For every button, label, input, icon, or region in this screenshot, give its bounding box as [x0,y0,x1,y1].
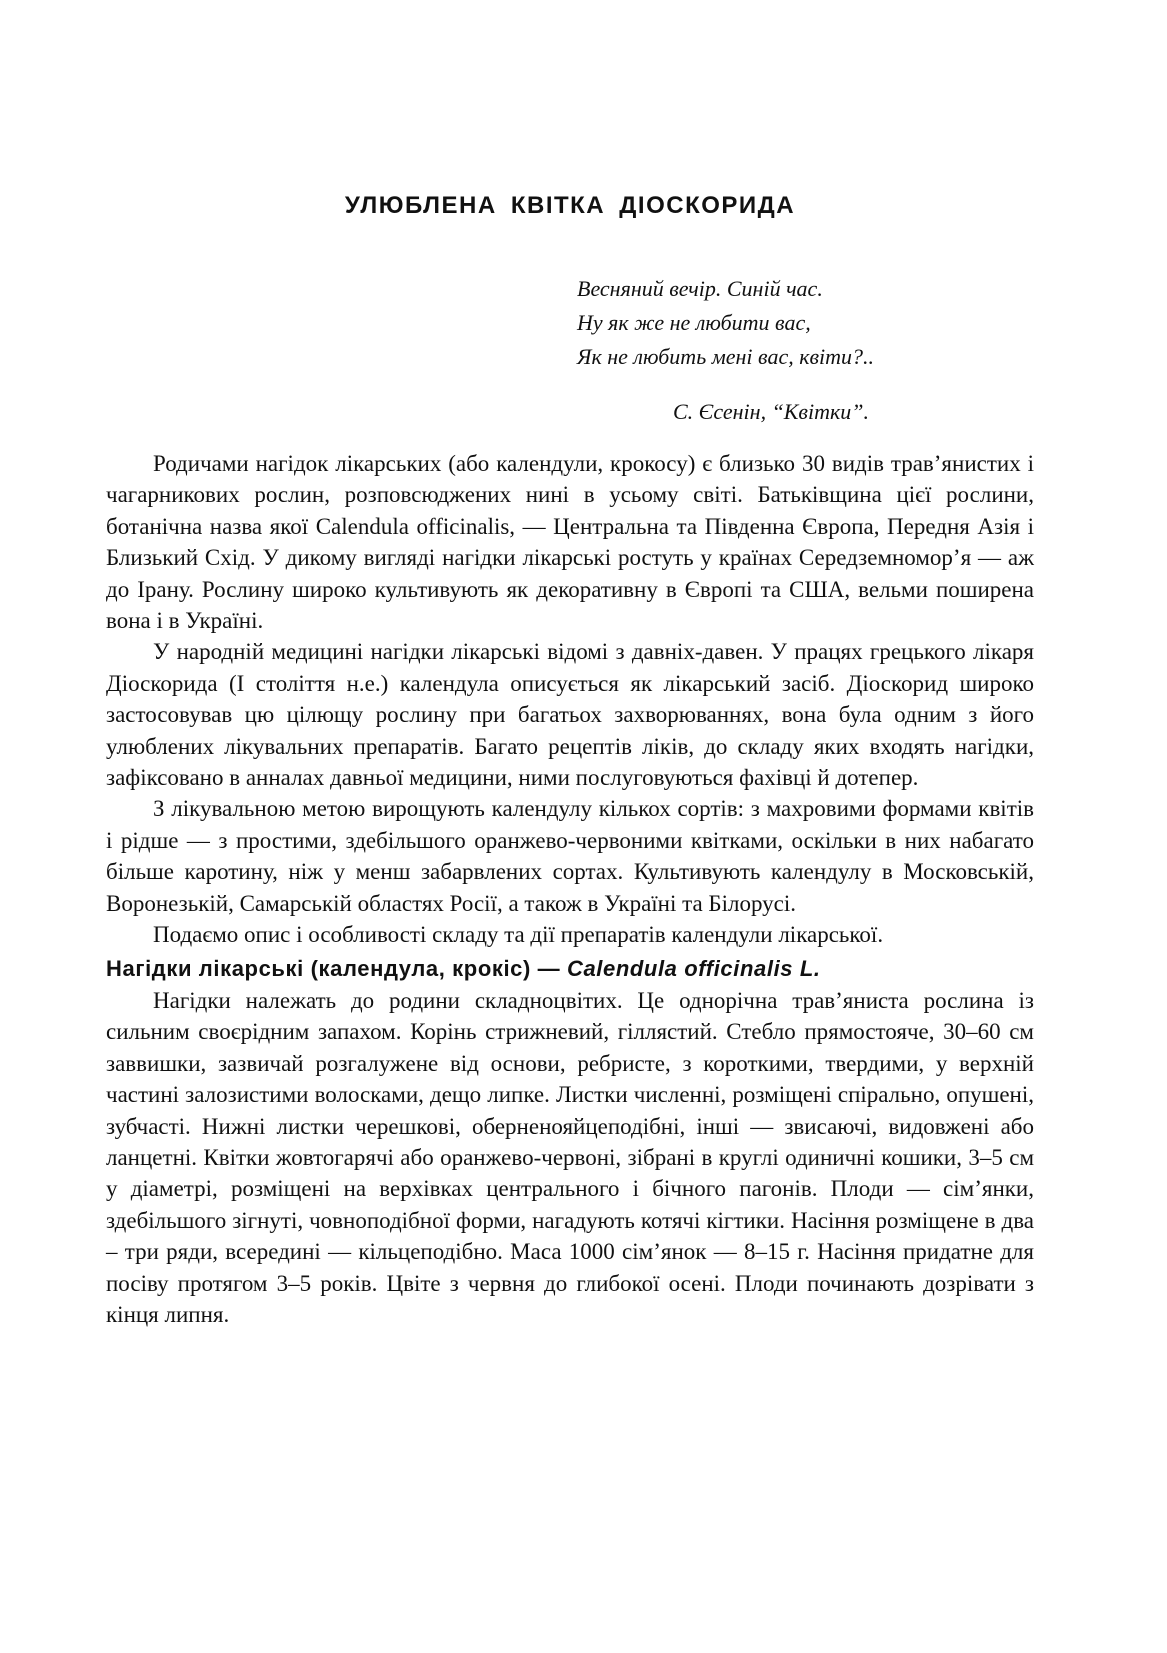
section-heading-plain: Нагідки лікарські (календула, крокіс) — [106,955,567,981]
chapter-title: УЛЮБЛЕНА КВІТКА ДІОСКОРИДА [344,192,796,219]
paragraph: Нагідки належать до родини складноцвітих. Це однорічна трав’яниста рослина із сильним своєрідним запахом. Корінь стрижневий, гіллястий. Стебло прямостояче, 30–60 см заввишки, зазвичай розгалужене від основи, ребристе, з короткими, твердими, у верхній частині залозистими волосками, дещо липке. Листки численні, розміщені спірально, опушені, зубчасті. Нижні листки черешкові, оберненояйцеподібні, інші — звисаючі, видовжені або ланцетні. Квітки жовтогарячі або оранжево-червоні, зібрані в круглі одиничні кошики, 3–5 см у діаметрі, розміщені на верхівках центрального і бічного пагонів. Плоди — сім’янки, здебільшого зігнуті, човноподібної форми, нагадують котячі кігтики. Насіння розміщене в два – три ряди, всередині — кільцеподібно. Маса 1000 сім’янок — 8–15 г. Насіння придатне для посіву протягом 3–5 років. Цвіте з червня до глибокої осені. Плоди починають дозрівати з кінця липня. [106,987,1034,1327]
paragraph: З лікувальною метою вирощують календулу кількох сортів: з махровими формами квітів і рідше — з простими, здебільшого оранжево-червоними квітками, оскільки в них набагато більше каротину, ніж у менш забарвлених сортах. Культивують календулу в Московській, Воронезькій, Самарській областях Росії, а також в Україні та Білорусі. [106,796,1034,916]
book-page [106,0,1034,1653]
epigraph-source: С. Єсенін, “Квітки”. [673,399,869,424]
epigraph-line: Весняний вечір. Синій час. [577,276,823,301]
paragraph: Родичами нагідок лікарських (або календули, крокосу) є близько 30 видів трав’янистих і чагарникових рослин, розповсюджених нині в усьому світі. Батьківщина цієї рослини, ботанічна назва якої Calendula officinalis, — Центральна та Південна Європа, Передня Азія і Близький Схід. У дикому вигляді нагідки лікарські ростуть у країнах Середземномор’я — аж до Ірану. Рослину широко культивують як декоративну в Європі та США, вельми поширена вона і в Україні. [106,451,1034,634]
epigraph-line: Ну як же не любити вас, [577,310,811,335]
paragraph: Подаємо опис і особливості складу та дії препаратів календули лікарської. [153,922,884,948]
body-text [106,448,1034,1330]
epigraph-line: Як не любить мені вас, квіти?.. [577,344,875,369]
section-heading [106,953,1034,984]
section-heading-latin: Calendula officinalis L. [566,955,821,981]
epigraph [577,272,1017,429]
paragraph: У народній медицині нагідки лікарські відомі з давніх-давен. У працях грецького лікаря Діоскорида (І століття н.е.) календула описується як лікарський засіб. Діоскорид широко застосовував цю цілющу рослину при багатьох захворюваннях, вона була одним з його улюблених лікувальних препаратів. Багато рецептів ліків, до складу яких входять нагідки, зафіксовано в анналах давньої медицини, ними послуговуються фахівці й дотепер. [106,639,1034,791]
